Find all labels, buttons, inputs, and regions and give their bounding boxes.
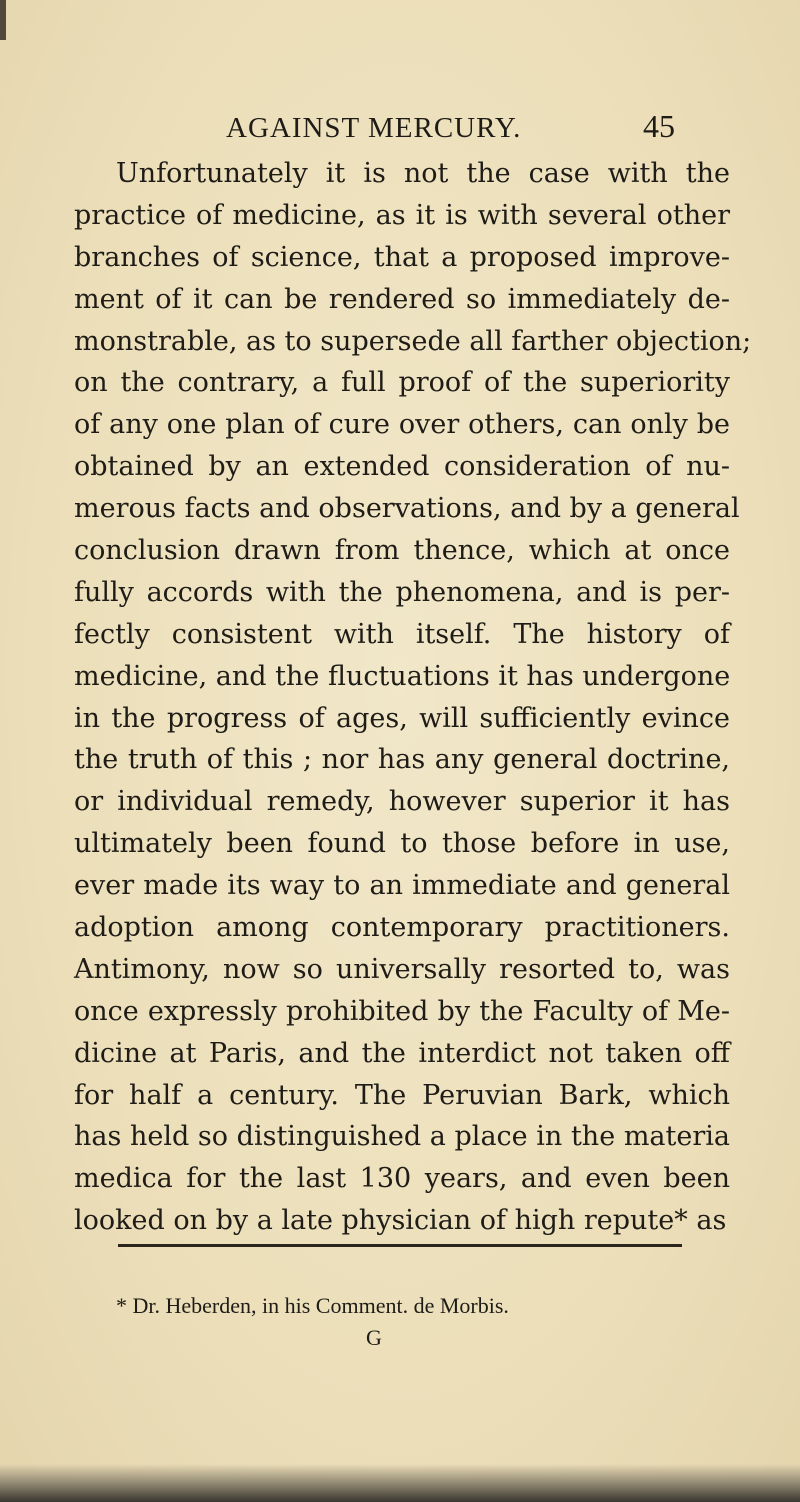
text-line: obtained by an extended consideration of nu- [74,451,730,483]
text-line: Unfortunately it is not the case with the [116,158,730,189]
page-edge-shadow [0,0,6,40]
text-line: ultimately been found to those before in use, [74,828,730,860]
text-line: branches of science, that a proposed improve- [74,241,730,273]
page-bottom-edge [0,1464,800,1502]
text-line: ever made its way to an immediate and general [74,870,730,902]
text-line: once expressly prohibited by the Faculty of Me- [74,995,730,1027]
text-line: monstrable, as to supersede all farther objection; [74,325,752,357]
text-line: in the progress of ages, will sufficiently evince [74,702,730,734]
text-line: adoption among contemporary practitioners. [74,912,730,944]
text-line: medicine, and the fluctuations it has undergone [74,660,731,692]
page-header [0,108,800,152]
text-line: has held so distinguished a place in the materia [74,1121,730,1153]
running-head: AGAINST MERCURY. [226,112,522,144]
footnote-divider [118,1244,682,1247]
text-line: the truth of this ; nor has any general doctrine, [74,744,730,776]
footnote: * Dr. Heberden, in his Comment. de Morbis. [116,1293,509,1318]
text-line: or individual remedy, however superior it has [74,786,730,818]
text-line: Antimony, now so universally resorted to, was [74,953,730,985]
text-line: on the contrary, a full proof of the superiority [74,367,730,399]
text-line: medica for the last 130 years, and even been [74,1163,730,1195]
text-line: ment of it can be rendered so immediately de- [74,283,730,315]
text-line: practice of medicine, as it is with several other [74,199,730,231]
signature-mark: G [366,1325,382,1350]
text-line: for half a century. The Peruvian Bark, which [74,1079,730,1111]
text-line: of any one plan of cure over others, can only be [74,409,730,441]
page-number: 45 [643,108,675,144]
body-text [74,153,752,1242]
text-line: merous facts and observations, and by a general [74,493,740,525]
text-line: fectly consistent with itself. The history of [74,618,730,650]
text-line: dicine at Paris, and the interdict not taken off [74,1037,730,1069]
text-line: conclusion drawn from thence, which at once [74,535,730,567]
text-line: looked on by a late physician of high repute* as [74,1205,727,1237]
text-line: fully accords with the phenomena, and is per- [74,576,730,608]
